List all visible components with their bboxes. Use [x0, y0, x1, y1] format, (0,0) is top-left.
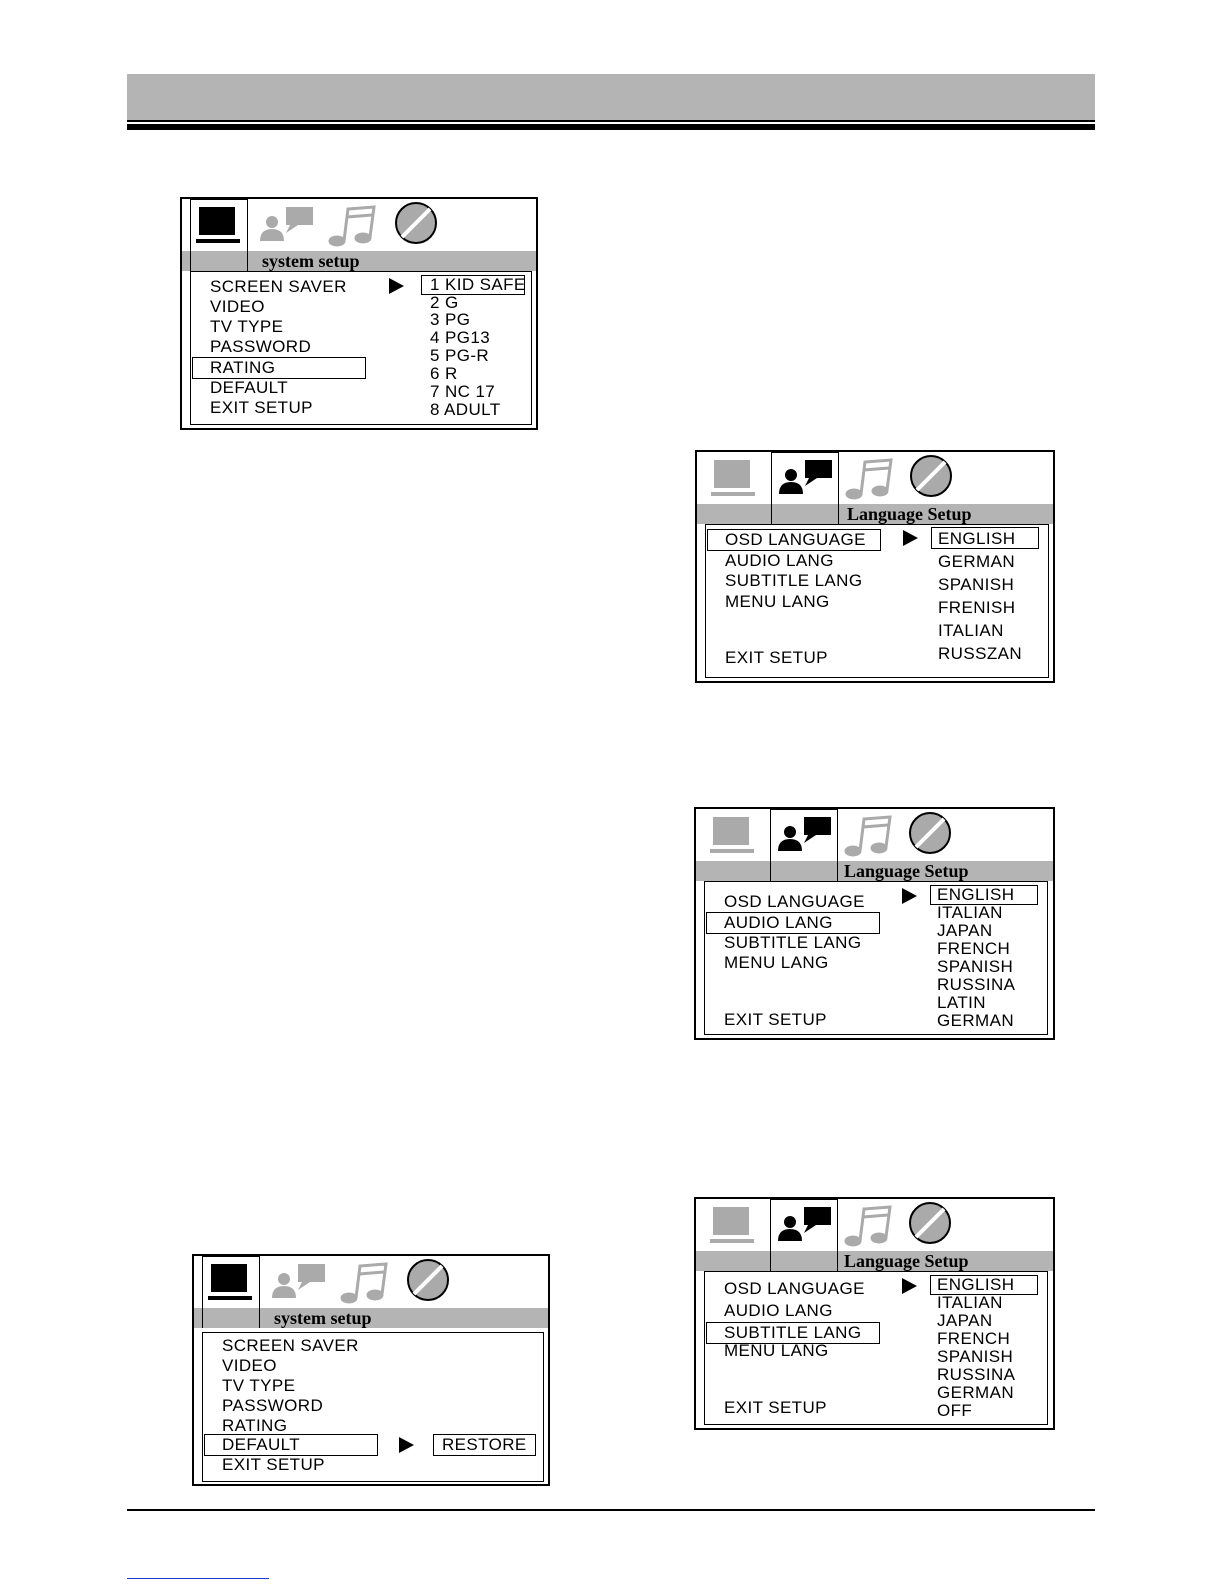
panel-title: system setup [262, 251, 360, 271]
option-3-pg[interactable]: 3 PG [430, 310, 471, 329]
menu-item-video[interactable]: VIDEO [210, 297, 265, 316]
menu-item-exit-setup[interactable]: EXIT SETUP [724, 1398, 827, 1417]
menu-item-default[interactable]: DEFAULT [210, 378, 289, 397]
option-italian[interactable]: ITALIAN [938, 621, 1004, 640]
arrow-right-icon [903, 530, 918, 546]
disc-icon[interactable] [906, 1199, 956, 1252]
option-latin[interactable]: LATIN [937, 993, 986, 1012]
option-4-pg13[interactable]: 4 PG13 [430, 328, 491, 347]
person-speech-icon[interactable] [268, 1262, 332, 1307]
option-german[interactable]: GERMAN [937, 1383, 1015, 1402]
menu-item-osd-language[interactable]: OSD LANGUAGE [725, 530, 866, 549]
menu-item-exit-setup[interactable]: EXIT SETUP [725, 648, 828, 667]
system-setup-default-panel [192, 1254, 550, 1486]
menu-item-video[interactable]: VIDEO [222, 1356, 277, 1375]
option-german[interactable]: GERMAN [937, 1011, 1015, 1030]
menu-item-subtitle-lang[interactable]: SUBTITLE LANG [724, 933, 862, 952]
music-note-icon[interactable] [324, 203, 378, 252]
music-note-icon[interactable] [336, 1260, 390, 1309]
language-setup-subtitle-panel [694, 1197, 1055, 1430]
option-2-g[interactable]: 2 G [430, 293, 459, 312]
option-english[interactable]: ENGLISH [937, 1275, 1015, 1294]
disc-icon[interactable] [906, 809, 956, 862]
panel-title: Language Setup [847, 504, 972, 524]
music-note-icon[interactable] [841, 456, 895, 505]
menu-item-menu-lang[interactable]: MENU LANG [725, 592, 830, 611]
option-1-kid-safe[interactable]: 1 KID SAFE [430, 275, 526, 294]
menu-item-audio-lang[interactable]: AUDIO LANG [724, 913, 833, 932]
monitor-icon[interactable] [710, 1205, 762, 1250]
footer-rule [127, 1509, 1095, 1511]
header-rule-thick [127, 124, 1095, 130]
person-speech-icon[interactable] [256, 205, 320, 250]
header-band [127, 74, 1095, 120]
option-spanish[interactable]: SPANISH [937, 1347, 1014, 1366]
option-english[interactable]: ENGLISH [938, 529, 1016, 548]
menu-item-osd-language[interactable]: OSD LANGUAGE [724, 892, 865, 911]
panel-title: Language Setup [844, 1251, 969, 1271]
disc-icon[interactable] [404, 1256, 454, 1309]
language-setup-osd-panel [695, 450, 1055, 683]
menu-item-menu-lang[interactable]: MENU LANG [724, 953, 829, 972]
option-7-nc17[interactable]: 7 NC 17 [430, 382, 496, 401]
arrow-right-icon [902, 1278, 917, 1294]
option-8-adult[interactable]: 8 ADULT [430, 400, 501, 419]
menu-item-default[interactable]: DEFAULT [222, 1435, 301, 1454]
option-off[interactable]: OFF [937, 1401, 973, 1420]
panel-title: Language Setup [844, 861, 969, 881]
option-japan[interactable]: JAPAN [937, 921, 993, 940]
option-frenish[interactable]: FRENISH [938, 598, 1016, 617]
monitor-icon[interactable] [196, 205, 248, 250]
option-italian[interactable]: ITALIAN [937, 1293, 1003, 1312]
menu-item-audio-lang[interactable]: AUDIO LANG [724, 1301, 833, 1320]
option-russina[interactable]: RUSSINA [937, 1365, 1016, 1384]
menu-item-subtitle-lang[interactable]: SUBTITLE LANG [724, 1323, 862, 1342]
monitor-icon[interactable] [711, 458, 763, 503]
menu-item-screen-saver[interactable]: SCREEN SAVER [210, 277, 347, 296]
option-german[interactable]: GERMAN [938, 552, 1016, 571]
menu-item-exit-setup[interactable]: EXIT SETUP [210, 398, 313, 417]
menu-item-subtitle-lang[interactable]: SUBTITLE LANG [725, 571, 863, 590]
option-french[interactable]: FRENCH [937, 939, 1011, 958]
footer-link-underline[interactable] [127, 1578, 269, 1579]
arrow-right-icon [389, 278, 404, 294]
menu-item-audio-lang[interactable]: AUDIO LANG [725, 551, 834, 570]
music-note-icon[interactable] [840, 813, 894, 862]
disc-icon[interactable] [392, 199, 442, 252]
option-russina[interactable]: RUSSINA [937, 975, 1016, 994]
person-speech-icon[interactable] [775, 458, 839, 503]
person-speech-icon[interactable] [774, 815, 838, 860]
monitor-icon[interactable] [208, 1262, 260, 1307]
option-restore[interactable]: RESTORE [442, 1435, 527, 1454]
option-5-pg-r[interactable]: 5 PG-R [430, 346, 490, 365]
monitor-icon[interactable] [710, 815, 762, 860]
option-spanish[interactable]: SPANISH [937, 957, 1014, 976]
menu-item-password[interactable]: PASSWORD [222, 1396, 324, 1415]
menu-item-tv-type[interactable]: TV TYPE [210, 317, 284, 336]
panel-title: system setup [274, 1308, 372, 1328]
option-russzan[interactable]: RUSSZAN [938, 644, 1023, 663]
menu-item-rating[interactable]: RATING [210, 358, 276, 377]
menu-item-menu-lang[interactable]: MENU LANG [724, 1341, 829, 1360]
music-note-icon[interactable] [840, 1203, 894, 1252]
menu-item-screen-saver[interactable]: SCREEN SAVER [222, 1336, 359, 1355]
option-italian[interactable]: ITALIAN [937, 903, 1003, 922]
option-english[interactable]: ENGLISH [937, 885, 1015, 904]
arrow-right-icon [902, 888, 917, 904]
menu-item-rating[interactable]: RATING [222, 1416, 288, 1435]
arrow-right-icon [399, 1437, 414, 1453]
person-speech-icon[interactable] [774, 1205, 838, 1250]
menu-item-password[interactable]: PASSWORD [210, 337, 312, 356]
menu-item-tv-type[interactable]: TV TYPE [222, 1376, 296, 1395]
option-japan[interactable]: JAPAN [937, 1311, 993, 1330]
menu-item-exit-setup[interactable]: EXIT SETUP [724, 1010, 827, 1029]
system-setup-rating-panel [180, 197, 538, 430]
menu-item-exit-setup[interactable]: EXIT SETUP [222, 1455, 325, 1474]
language-setup-audio-panel [694, 807, 1055, 1040]
header-rule [127, 120, 1095, 122]
option-spanish[interactable]: SPANISH [938, 575, 1015, 594]
menu-item-osd-language[interactable]: OSD LANGUAGE [724, 1279, 865, 1298]
disc-icon[interactable] [907, 452, 957, 505]
option-french[interactable]: FRENCH [937, 1329, 1011, 1348]
option-6-r[interactable]: 6 R [430, 364, 458, 383]
